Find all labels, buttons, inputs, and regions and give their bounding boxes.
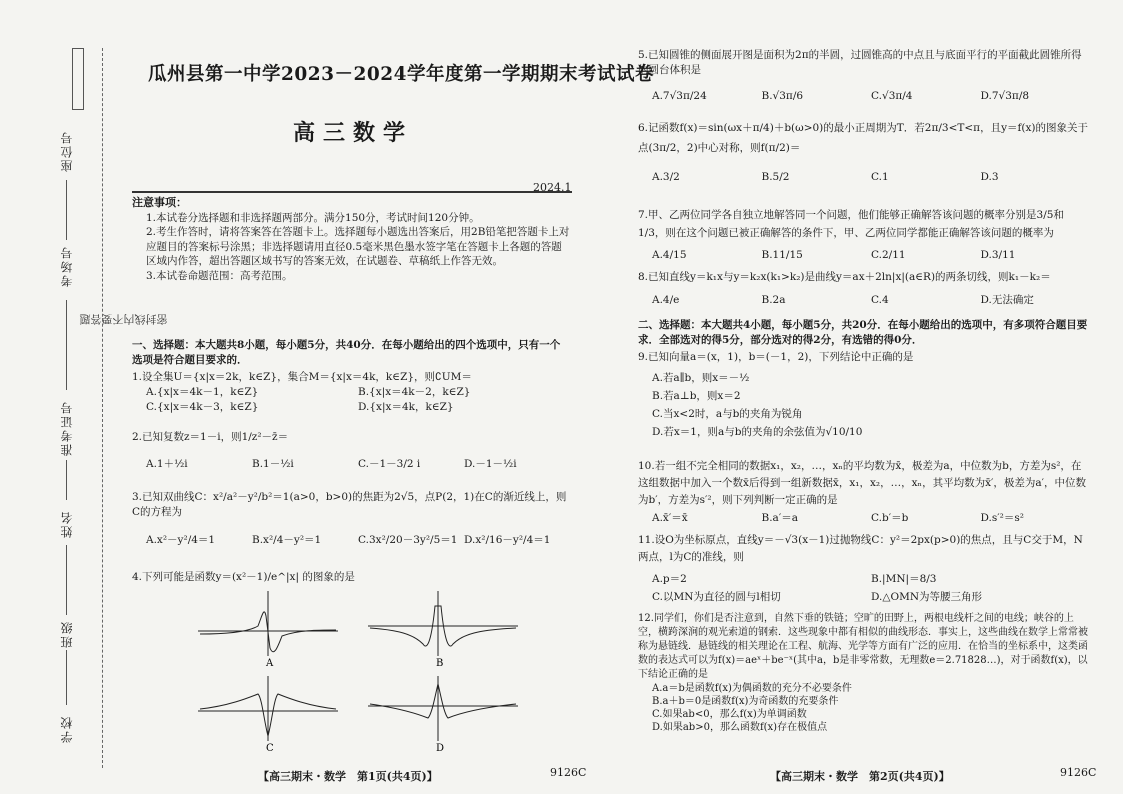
q10-option: B.a′＝a [761, 512, 798, 524]
question-1 [132, 370, 570, 415]
seal-char: 线 [134, 314, 147, 325]
question-8 [638, 270, 1090, 308]
q2-option: A.1＋½i [146, 457, 188, 470]
q6-option: B.5/2 [761, 171, 790, 183]
q1-options [132, 385, 570, 415]
q12-option: C.如果ab<0，那么f(x)为单调函数 [652, 709, 807, 720]
q10-option: A.x̄′＝x̄ [652, 512, 688, 524]
q7-stem: 7.甲、乙两位同学各自独立地解答同一个问题，他们能够正确解答该问题的概率分别是3/5和1/3，则在这个问题已被正确解答的条件下，甲、乙两位同学都能正确解答该问题的概率为 [638, 209, 1064, 239]
q3-option: B.x²/4－y²＝1 [252, 534, 322, 546]
q5-option: A.7√3π/24 [652, 90, 707, 102]
graph-label-b: B [436, 658, 444, 669]
q2-option: B.1－½i [252, 457, 294, 470]
graph-d [368, 676, 518, 741]
notice-item: 3.本试卷命题范围：高考范围。 [146, 269, 293, 282]
q12-option: B.a＋b＝0是函数f(x)为奇函数的充要条件 [652, 696, 839, 707]
question-12 [638, 612, 1090, 734]
q6-option: D.3 [980, 171, 999, 183]
q5-stem: 5.已知圆锥的侧面展开图是面积为2π的半圆，过圆锥高的中点且与底面平行的平面截此圆锥所得的圆台体积是 [638, 49, 1082, 76]
footer-right: 【高三期末・数学 第2页(共4页)】 [770, 770, 950, 783]
graph-a [198, 591, 338, 656]
class-line [66, 650, 67, 705]
q3-stem: 3.已知双曲线C：x²/a²－y²/b²＝1(a>0，b>0)的焦距为2√5，点P(2，1)在C的渐近线上，则C的方程为 [132, 491, 567, 518]
q7-option: A.4/15 [652, 249, 687, 261]
q11-stem: 11.设O为坐标原点，直线y＝－√3(x－1)过抛物线C：y²＝2px(p>0)的焦点，且与C交于M，N两点，l为C的准线，则 [638, 534, 1083, 563]
q6-stem: 6.记函数f(x)＝sin(ωx＋π/4)＋b(ω>0)的最小正周期为T．若2π/3<T<π，且y＝f(x)的图象关于点(3π/2，2)中心对称，则f(π/2)＝ [638, 122, 1089, 154]
q5-option: C.√3π/4 [871, 90, 913, 102]
q10-option: C.b′＝b [871, 512, 909, 524]
q2-options [132, 457, 570, 472]
section-2-heading: 二、选择题：本大题共4小题，每小题5分，共20分．在每小题给出的选项中，有多项符合题目要求．全部选对的得5分，部分选对的得2分，有选错的得0分． [638, 319, 1088, 346]
q1-option: A.{x|x＝4k－1，k∈Z} [146, 385, 259, 398]
seat-line [66, 180, 67, 240]
q12-option: D.如果ab>0，那么函数f(x)存在极值点 [652, 722, 828, 733]
seal-char: 密 [156, 314, 169, 325]
q8-option: C.4 [871, 293, 889, 306]
section-1 [132, 338, 570, 367]
exam-title: 瓜州县第一中学2023－2024学年度第一学期期末考试试卷 [148, 64, 654, 85]
question-2 [132, 430, 570, 472]
subject-title: 高三数学 [293, 120, 414, 146]
question-11 [638, 532, 1090, 606]
ticket-line [66, 460, 67, 500]
school-label: 学校 [60, 715, 74, 743]
q1-option: D.{x|x＝4k，k∈Z} [358, 400, 454, 413]
footer-left: 【高三期末・数学 第1页(共4页)】 [258, 770, 438, 783]
notice-heading: 注意事项： [132, 196, 187, 209]
q9-options [638, 369, 1090, 441]
question-7 [638, 206, 1090, 263]
q8-option: B.2a [761, 293, 786, 306]
binding-box [72, 48, 84, 110]
question-4 [132, 570, 570, 585]
q8-options [638, 293, 1090, 308]
q10-stem: 10.若一组不完全相同的数据x₁，x₂，…，xₙ的平均数为x̄，极差为a，中位数为b，方差为s²，在这组数据中加入一个数x̄后得到一组新数据x̄，x₁，x₂，…，xₙ，其平均数为x̄′，极差为a′，中位数为b′，方差为s′²，则下列判断一定正确的是 [638, 460, 1087, 506]
q12-options [638, 682, 1090, 734]
q12-stem: 12.同学们，你们是否注意到，自然下垂的铁链；空旷的田野上，两根电线杆之间的电线；峡谷的上空，横跨深涧的观光索道的钢索．这些现象中都有相似的曲线形态．事实上，这些曲线在数学上常常被称为悬链线．悬链线的相关理论在工程、航海、光学等方面有广泛的应用．在恰当的坐标系中，这类函数的表达式可以为f(x)＝aeˣ＋be⁻ˣ(其中a，b是非零常数，无理数e＝2.71828…)，对于函数f(x)，以下结论正确的是 [638, 613, 1088, 680]
seal-char: 要 [101, 314, 114, 325]
paper-code-right: 9126C [1060, 766, 1097, 779]
q12-option: A.a＝b是函数f(x)为偶函数的充分不必要条件 [652, 683, 852, 694]
section-2 [638, 318, 1090, 347]
q6-option: A.3/2 [652, 171, 680, 183]
q4-graphs [188, 586, 548, 756]
q2-option: C.－1－3/2 i [358, 457, 421, 470]
seal-dashed-line [102, 48, 103, 768]
seal-char: 封 [145, 314, 158, 325]
q11-option: B.|MN|＝8/3 [871, 573, 937, 585]
q4-stem: 4.下列可能是函数y＝(x²－1)/e^|x| 的图象的是 [132, 571, 355, 583]
q7-option: C.2/11 [871, 249, 906, 261]
q9-option: C.当x<2时，a与b的夹角为锐角 [652, 407, 803, 420]
q8-option: A.4/e [652, 293, 680, 306]
question-5 [638, 48, 1090, 104]
q1-option: C.{x|x＝4k－3，k∈Z} [146, 400, 259, 413]
q8-option: D.无法确定 [980, 293, 1034, 306]
graph-label-c: C [266, 743, 274, 754]
name-line [66, 545, 67, 615]
notice-item: 2.考生作答时，请将答案答在答题卡上。选择题每小题选出答案后，用2B铅笔把答题卡上对应题目的答案标号涂黑；非选择题请用直径0.5毫米黑色墨水签字笔在答题卡上各题的答题区域内作答，超出答题区域书写的答案无效，在试题卷、草稿纸上作答无效。 [146, 226, 570, 267]
question-6 [638, 118, 1090, 185]
name-label: 姓名 [60, 510, 74, 538]
q2-stem: 2.已知复数z＝1－i，则1/z²－z̄＝ [132, 431, 289, 443]
class-label: 班级 [60, 620, 74, 648]
paper-code-left: 9126C [550, 766, 587, 779]
graph-label-a: A [266, 658, 274, 669]
q5-options [638, 89, 1090, 104]
seal-char: 答 [90, 314, 103, 325]
graph-c [198, 676, 338, 741]
q5-option: D.7√3π/8 [980, 90, 1030, 102]
q7-option: D.3/11 [980, 249, 1016, 261]
exam-date: 2024.1 [533, 181, 572, 194]
q10-option: D.s′²＝s² [980, 512, 1024, 524]
graph-b [368, 591, 518, 656]
q3-option: D.x²/16－y²/4＝1 [464, 534, 551, 546]
question-9 [638, 350, 1090, 441]
q9-option: B.若a⊥b，则x＝2 [652, 389, 741, 402]
q9-option: D.若x＝1，则a与b的夹角的余弦值为√10/10 [652, 425, 863, 438]
q1-option: B.{x|x＝4k－2，k∈Z} [358, 385, 471, 398]
seat-label: 座位号 [60, 130, 74, 172]
q6-option: C.1 [871, 171, 889, 183]
q7-option: B.11/15 [761, 249, 803, 261]
section-1-heading: 一、选择题：本大题共8小题，每小题5分，共40分．在每小题给出的四个选项中，只有一个选项是符合题目要求的． [132, 339, 561, 366]
graph-label-d: D [436, 743, 445, 754]
q9-stem: 9.已知向量a＝(x，1)，b＝(－1，2)，下列结论中正确的是 [638, 351, 914, 363]
q10-options [638, 511, 1090, 526]
q11-option: A.p＝2 [652, 573, 687, 585]
q7-options [638, 248, 1090, 263]
q11-options [638, 570, 1090, 606]
q9-option: A.若a∥b，则x＝－½ [652, 371, 750, 384]
q2-option: D.－1－½i [464, 457, 517, 470]
notice-box [132, 196, 572, 283]
q1-stem: 1.设全集U＝{x|x＝2k，k∈Z}，集合M＝{x|x＝4k，k∈Z}，则∁UM＝ [132, 371, 472, 383]
seal-char: 内 [123, 314, 136, 325]
question-10 [638, 458, 1090, 526]
seal-line-text [79, 280, 169, 325]
q11-option: D.△OMN为等腰三角形 [871, 591, 983, 603]
notice-divider [132, 191, 572, 193]
seal-char: 题 [79, 314, 92, 325]
exam-room-label: 考场号 [60, 245, 74, 287]
exam-room-line [66, 300, 67, 390]
q6-options [638, 170, 1090, 185]
notice-item: 1.本试卷分选择题和非选择题两部分。满分150分，考试时间120分钟。 [146, 211, 480, 224]
q3-option: A.x²－y²/4＝1 [146, 534, 216, 546]
q11-option: C.以MN为直径的圆与l相切 [652, 591, 781, 603]
ticket-label: 准考证号 [60, 400, 74, 456]
q5-option: B.√3π/6 [761, 90, 804, 102]
question-3 [132, 490, 570, 548]
seal-char: 不 [112, 314, 125, 325]
q3-options [132, 533, 570, 548]
q3-option: C.3x²/20－3y²/5＝1 [358, 534, 458, 546]
q8-stem: 8.已知直线y＝k₁x与y＝k₂x(k₁>k₂)是曲线y＝ax＋2ln|x|(a∈R)的两条切线，则k₁－k₂＝ [638, 271, 1051, 283]
